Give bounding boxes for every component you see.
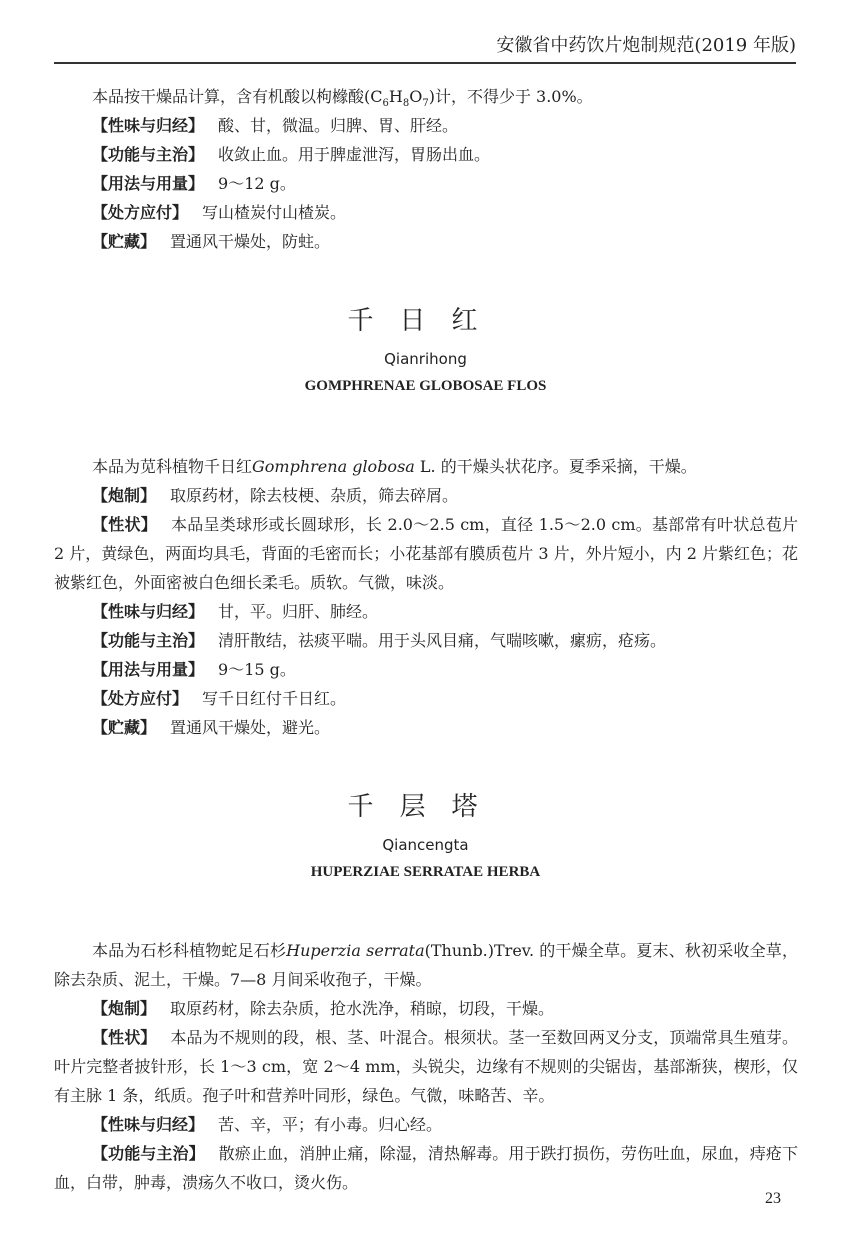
section-text: 收敛止血。用于脾虚泄泻，胃肠出血。 xyxy=(218,145,491,164)
entry-title: 千日红 xyxy=(347,306,504,336)
section-row xyxy=(54,169,798,198)
section-row xyxy=(54,1023,798,1110)
entry-pinyin: Qianrihong xyxy=(384,350,467,368)
section-text: 取原药材，除去枝梗、杂质，筛去碎屑。 xyxy=(170,486,459,505)
section-text: 取原药材，除去杂质，抢水洗净，稍晾，切段，干燥。 xyxy=(170,999,555,1018)
section-tag: 【处方应付】 xyxy=(92,689,189,708)
section-row xyxy=(54,140,798,169)
section-tag: 【炮制】 xyxy=(92,999,157,1018)
section-text: 写山楂炭付山楂炭。 xyxy=(202,203,347,222)
section-row xyxy=(54,713,798,742)
section-tag: 【性味与归经】 xyxy=(92,116,205,135)
species-name: Gomphrena globosa xyxy=(252,457,415,476)
section-text: 9～15 g。 xyxy=(218,660,296,679)
formula-h: 8 xyxy=(402,98,410,110)
entry-latin-name: GOMPHRENAE GLOBOSAE FLOS xyxy=(304,378,547,394)
section-row xyxy=(54,1139,798,1197)
section-tag: 【功能与主治】 xyxy=(92,1144,205,1163)
intro-text: 本品为石杉科植物蛇足石杉 xyxy=(92,941,287,960)
section-tag: 【性味与归经】 xyxy=(92,1115,205,1134)
section-text: 置通风干燥处，避光。 xyxy=(170,718,331,737)
section-row xyxy=(54,655,798,684)
section-tag: 【用法与用量】 xyxy=(92,660,205,679)
section-row xyxy=(54,198,798,227)
section-row xyxy=(54,994,798,1023)
section-row xyxy=(54,1110,798,1139)
section-text: 甘，平。归肝、肺经。 xyxy=(218,602,379,621)
formula-o-letter: O xyxy=(409,87,423,106)
section-row xyxy=(54,510,798,597)
section-text: 本品呈类球形或长圆球形，长 2.0～2.5 cm，直径 1.5～2.0 cm。基部常有叶状总苞片 2 片，黄绿色，两面均具毛，背面的毛密而长；小花基部有膜质苞片 3 片，外片短小，内 2 片紫红色；花被紫红色，外面密被白色细长柔毛。质软。气微，味淡。 xyxy=(54,515,798,592)
intro-text: 本品为苋科植物千日红 xyxy=(92,457,253,476)
section-row xyxy=(54,597,798,626)
entry-title: 千层塔 xyxy=(347,792,504,822)
section-text: 酸、甘，微温。归脾、胃、肝经。 xyxy=(218,116,459,135)
section-row xyxy=(54,481,798,510)
section-tag: 【处方应付】 xyxy=(92,203,189,222)
section-tag: 【性状】 xyxy=(92,1028,157,1047)
section-text: 苦、辛，平；有小毒。归心经。 xyxy=(218,1115,443,1134)
section-tag: 【贮藏】 xyxy=(92,232,157,251)
entry-latin-name: HUPERZIAE SERRATAE HERBA xyxy=(310,864,541,880)
section-tag: 【用法与用量】 xyxy=(92,174,205,193)
intro-text-tail: L. 的干燥头状花序。夏季采摘，干燥。 xyxy=(414,457,697,476)
header-title: 安徽省中药饮片炮制规范(2019 年版) xyxy=(496,35,796,56)
formula-h-letter: H xyxy=(388,87,403,106)
section-row xyxy=(54,626,798,655)
entry-pinyin: Qiancengta xyxy=(382,836,469,854)
section-text: 本品为不规则的段，根、茎、叶混合。根须状。茎一至数回两叉分支，顶端常具生殖芽。叶片完整者披针形，长 1～3 cm，宽 2～4 mm，头锐尖，边缘有不规则的尖锯齿，基部渐狭，楔形，仅有主脉 1 条，纸质。孢子叶和营养叶同形，绿色。气微，味略苦、辛。 xyxy=(54,1028,798,1105)
section-tag: 【性状】 xyxy=(92,515,157,534)
intro-text-tail: (Thunb.)Trev. 的干燥全草。夏末、秋初采收全草，除去杂质、泥土，干燥。7—8 月间采收孢子，干燥。 xyxy=(54,941,798,989)
entry-intro xyxy=(54,936,798,994)
section-row xyxy=(54,227,798,256)
entry-intro xyxy=(54,452,798,481)
formula-c: 6 xyxy=(382,98,389,110)
section-text: 散瘀止血，消肿止痛，除湿，清热解毒。用于跌打损伤，劳伤吐血，尿血，痔疮下血，白带，肿毒，溃疡久不收口，烫火伤。 xyxy=(54,1144,798,1192)
formula-o: 7 xyxy=(422,98,429,110)
content-tail: )计，不得少于 3.0%。 xyxy=(428,87,593,106)
section-text: 9～12 g。 xyxy=(218,174,296,193)
section-row xyxy=(54,684,798,713)
section-text: 置通风干燥处，防蛀。 xyxy=(170,232,331,251)
section-tag: 【贮藏】 xyxy=(92,718,157,737)
section-tag: 【炮制】 xyxy=(92,486,157,505)
page-number: 23 xyxy=(765,1190,781,1207)
section-text: 清肝散结，祛痰平喘。用于头风目痛，气喘咳嗽，瘰疬，疮疡。 xyxy=(218,631,667,650)
section-tag: 【性味与归经】 xyxy=(92,602,205,621)
section-tag: 【功能与主治】 xyxy=(92,631,205,650)
running-header xyxy=(54,34,796,64)
section-text: 写千日红付千日红。 xyxy=(202,689,347,708)
section-tag: 【功能与主治】 xyxy=(92,145,205,164)
section-row xyxy=(54,111,798,140)
species-name: Huperzia serrata xyxy=(286,941,425,960)
content-text: 本品按干燥品计算，含有机酸以枸橼酸(C xyxy=(92,87,383,106)
